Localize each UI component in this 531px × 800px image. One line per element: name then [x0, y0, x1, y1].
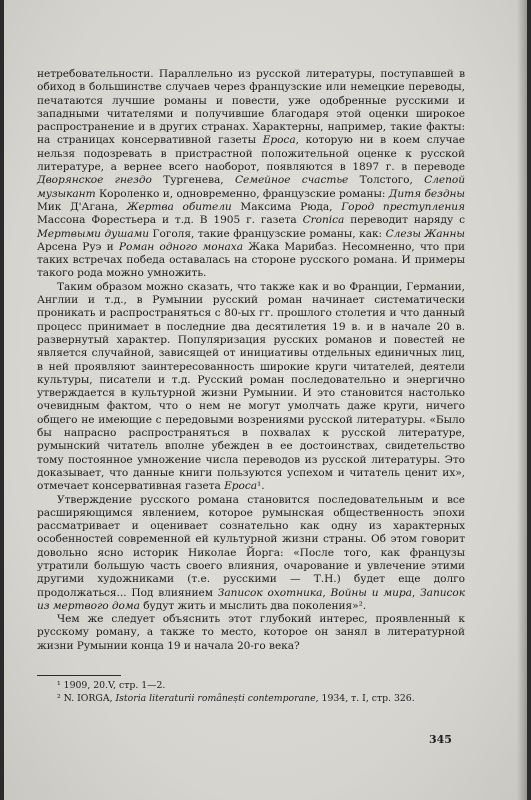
text-run: , 1934, т. I, стр. 326. — [315, 692, 415, 704]
italic-title: Дворянское гнездо — [37, 174, 152, 187]
italic-title: Epoca — [224, 480, 258, 493]
text-run: , которую ни в коем случае нельзя подозревать в пристрастной положительной оценке к русской литературе, а вернее всего наоборот, появляются в 1897 г. в переводе — [37, 134, 465, 174]
italic-title: Istoria literaturii românești contemporane — [115, 692, 316, 704]
text-run: Мик Д'Агана, — [37, 200, 127, 213]
italic-title: Слезы Жанны — [385, 227, 465, 240]
paragraph — [37, 281, 465, 494]
text-run: Тургенева, — [151, 174, 235, 187]
italic-title: Слепой музыкант — [37, 174, 466, 200]
book-page — [4, 0, 527, 800]
italic-title: Мертвыми душами — [37, 227, 149, 240]
text-run: ¹ 1909, 20.V, стр. 1—2. — [57, 680, 166, 691]
text-run: Максима Рюда, — [231, 200, 342, 213]
text-run: , — [322, 586, 331, 599]
text-run: Короленко и, одновременно, французские романы: — [95, 187, 389, 200]
scan-edge-shadow — [517, 0, 527, 800]
text-run: ² N. IORGA, — [57, 692, 116, 704]
italic-title: Роман одного монаха — [118, 240, 243, 253]
paragraph — [37, 68, 465, 281]
paragraph — [37, 613, 465, 653]
italic-title: Cronica — [302, 214, 345, 227]
footnote — [37, 680, 465, 693]
italic-title: Дитя бездны — [388, 187, 465, 200]
text-run: Массона Форестьера и т.д. В 1905 г. газета — [37, 214, 303, 227]
text-run: переводит наряду с — [344, 214, 465, 227]
text-run: , — [411, 586, 421, 599]
italic-title: Семейное счастье — [234, 174, 349, 187]
text-run: нетребовательности. Параллельно из русской литературы, поступавшей в обиход в большинстве случаев через французские или немецкие переводы, печатаются лучшие романы и повести, уже одобренные русскими и западными читателями и получившие благодаря этой оценки широкое распространение и в других странах. Характерны, например, такие факты: на страницах консервативной газеты — [37, 68, 465, 147]
text-run: Утверждение русского романа становится последовательным и все расширяющимся явлением, которое румынская общественность эпохи рассматривает и оценивает сознательно как одну из характерных особенностей современной ей культурной жизни страны. Об этом говорит довольно ясно историк Николае Йорга: «После того, как французы утратили большую часть своего влияния, очарование и увлечение этими другими художниками (т.е. русскими — Т.Н.) будет еще долго продолжаться... Под влиянием — [37, 493, 465, 599]
italic-title: Epoca — [262, 134, 296, 147]
text-run: Чем же следует объяснить этот глубокий интерес, проявленный к русскому роману, а также то место, которое он занял в литературной жизни Румынии конца 19 и начала 20-го века? — [37, 613, 465, 652]
text-run: Арсена Руэ и — [37, 240, 119, 253]
text-run: Жака Марибаз. Несомненно, что при таких встречах победа оставалась на стороне русского романа. И примеры такого рода можно умножить. — [37, 240, 466, 280]
page-number: 345 — [429, 733, 452, 746]
text-run: Таким образом можно сказать, что также как и во Франции, Германии, Англии и т.д., в Румынии русский роман начинает систематически проникать и распространяться с 80-ых гг. прошлого столетия и что данный процесс принимает в последние два десятилетия 19 в. и в начале 20 в. развернутый характер. Популяризация русских романов и повестей не является случайной, зависящей от инициативы отдельных единичных лиц, в ней проявляют заинтересованность широкие круги читателей, деятели культуры, писатели и т.д. Русский роман последовательно и энергично утверждается в культурной жизни Румынии. И это становится настолько очевидным фактом, что о нем не могут умолчать даже круги, ничего общего не имеющие с передовыми возрениями русской литературы. «Было бы напрасно распространяться в похвалах к русской литературе, румынский читатель вполне убежден в ее достоинствах, свидетельство тому постоянное умножение числа переводов из русской литературы. Это доказывает, что данные книги пользуются успехом и читатель ценит их», отмечает консервативная газета — [37, 280, 465, 493]
italic-title: Город преступления — [341, 200, 465, 213]
italic-title: Записок охотника — [217, 586, 323, 599]
text-run: будут жить и мыслить два поколения»². — [139, 599, 367, 612]
text-run: ¹. — [257, 480, 265, 493]
text-run: Гоголя, такие французские романы, как: — [149, 227, 386, 240]
footnote — [37, 693, 465, 706]
italic-title: Войны и мира — [330, 586, 412, 599]
italic-title: Записок из мертвого дома — [37, 586, 465, 612]
footnote-separator — [37, 675, 121, 676]
italic-title: Жертва обители — [126, 200, 232, 213]
footnotes — [37, 680, 465, 705]
body-text — [37, 68, 465, 653]
text-run: Толстого, — [348, 174, 425, 187]
paragraph — [37, 494, 465, 614]
